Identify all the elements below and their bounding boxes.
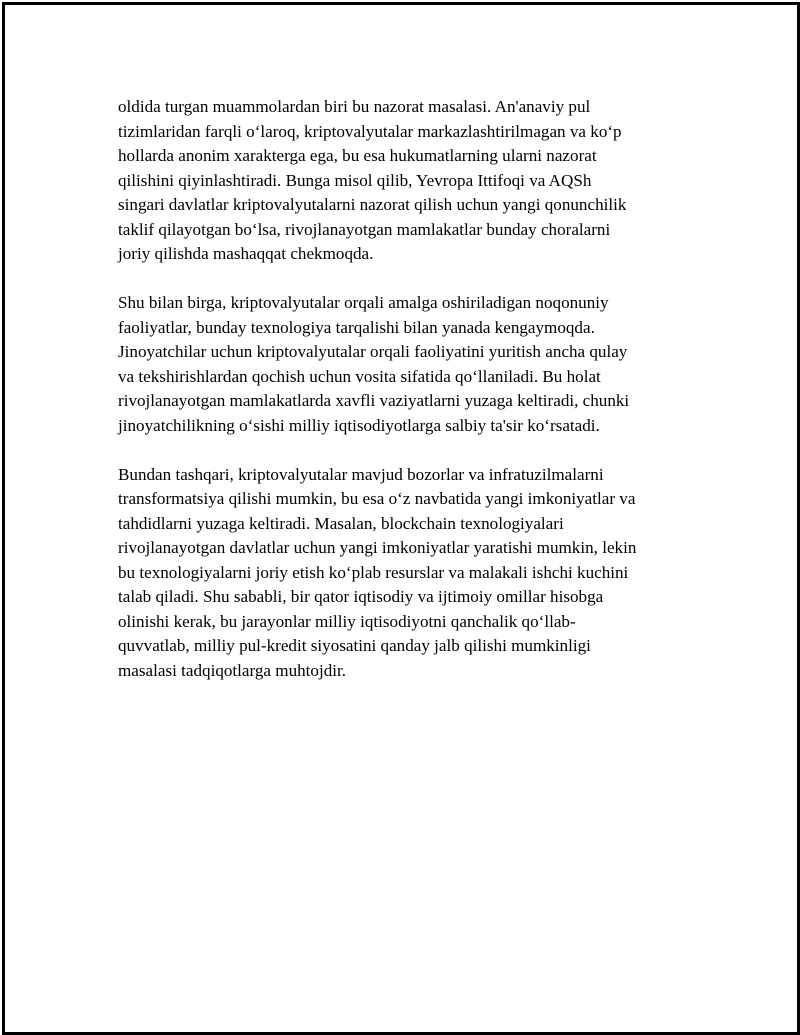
paragraph-2: Shu bilan birga, kriptovalyutalar orqali amalga oshiriladigan noqonuniy faoliyatlar, bunday texnologiya tarqalishi bilan yanada kengaymoqda. Jinoyatchilar uchun kriptovalyutalar orqali faoliyatini yuritish ancha qulay va tekshirishlardan qochish uchun vosita sifatida qo‘llaniladi. Bu holat rivojlanayotgan mamlakatlarda xavfli vaziyatlarni yuzaga keltiradi, chunki jinoyatchilikning o‘sishi milliy iqtisodiyotlarga salbiy ta'sir ko‘rsatadi. <box>118 293 630 435</box>
document-body <box>118 95 688 708</box>
paragraph-1: oldida turgan muammolardan biri bu nazorat masalasi. An'anaviy pul tizimlaridan farqli o‘laroq, kriptovalyutalar markazlashtirilmagan va ko‘p hollarda anonim xarakterga ega, bu esa hukumatlarning ularni nazorat qilishini qiyinlashtiradi. Bunga misol qilib, Yevropa Ittifoqi va AQSh singari davlatlar kriptovalyutalarni nazorat qilish uchun yangi qonunchilik taklif qilayotgan bo‘lsa, rivojlanayotgan mamlakatlar bunday choralarni joriy qilishda mashaqqat chekmoqda. <box>118 97 627 263</box>
page-frame <box>2 2 800 1035</box>
paragraph-3: Bundan tashqari, kriptovalyutalar mavjud bozorlar va infratuzilmalarni transformatsiya qilishi mumkin, bu esa o‘z navbatida yangi imkoniyatlar va tahdidlarni yuzaga keltiradi. Masalan, blockchain texnologiyalari rivojlanayotgan davlatlar uchun yangi imkoniyatlar yaratishi mumkin, lekin bu texnologiyalarni joriy etish ko‘plab resurslar va malakali ishchi kuchini talab qiladi. Shu sababli, bir qator iqtisodiy va ijtimoiy omillar hisobga olinishi kerak, bu jarayonlar milliy iqtisodiyotni qanchalik qo‘llab- quvvatlab, milliy pul-kredit siyosatini qanday jalb qilishi mumkinligi masalasi tadqiqotlarga muhtojdir. <box>118 464 637 680</box>
